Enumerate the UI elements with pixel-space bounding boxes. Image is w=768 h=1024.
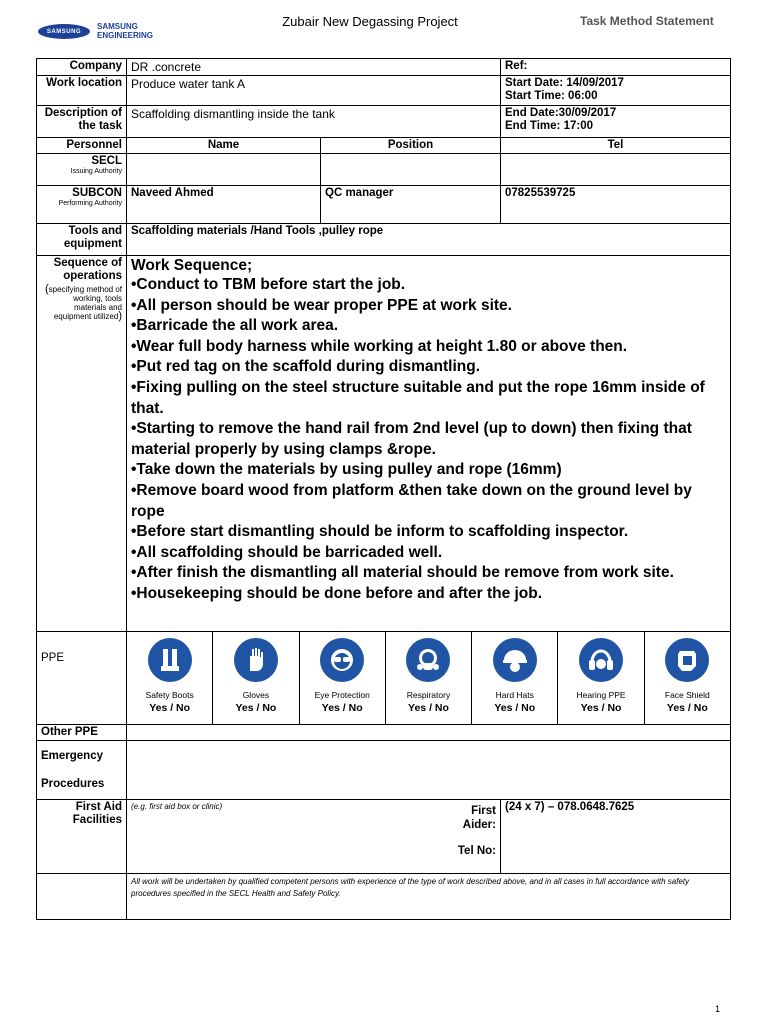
- sequence-content[interactable]: [127, 256, 731, 632]
- ear-defender-icon: [579, 638, 623, 682]
- face-shield-icon: [665, 638, 709, 682]
- ppe-label-text: Face Shield: [664, 690, 710, 700]
- disclaimer-blank: [37, 874, 127, 920]
- ppe-yes-no[interactable]: Yes / No: [408, 702, 449, 714]
- sequence-step: •Wear full body harness while working at height 1.80 or above then.: [131, 337, 628, 355]
- company-value[interactable]: DR .concrete: [127, 59, 501, 76]
- logo-line2: ENGINEERING: [97, 31, 154, 40]
- ppe-yes-no[interactable]: Yes / No: [580, 702, 622, 714]
- ppe-row: [37, 632, 731, 725]
- secl-position[interactable]: [321, 154, 501, 186]
- work-location-row: [37, 76, 731, 106]
- first-aid-example: (e.g. first aid box or clinic): [131, 802, 223, 811]
- first-aider-label: First Aider:: [462, 805, 496, 831]
- sequence-label: Sequence of operations: [53, 257, 122, 282]
- disclaimer-row: [37, 874, 731, 920]
- page-number: 1: [714, 1004, 720, 1014]
- document-type: Task Method Statement: [580, 14, 714, 28]
- sequence-step: •Before start dismantling should be inform to scaffolding inspector.: [131, 523, 629, 541]
- subcon-name[interactable]: Naveed Ahmed: [127, 186, 321, 224]
- ppe-item-eye-protection[interactable]: [299, 632, 385, 724]
- work-location-value[interactable]: Produce water tank A: [127, 76, 501, 106]
- first-aider-value[interactable]: (24 x 7) – 078.0648.7625: [501, 800, 731, 874]
- first-aid-row: [37, 800, 731, 874]
- secl-name[interactable]: [127, 154, 321, 186]
- tools-label: Tools and equipment: [37, 224, 127, 256]
- other-ppe-label: Other PPE: [37, 725, 127, 741]
- ppe-label-text: Gloves: [242, 690, 270, 700]
- logo-line1: SAMSUNG: [97, 22, 138, 31]
- hard-hat-icon: [493, 638, 537, 682]
- sequence-note-close: ): [118, 310, 122, 322]
- start-date: Start Date: 14/09/2017: [505, 77, 624, 89]
- tel-column-header: Tel: [501, 138, 731, 154]
- ppe-item-respiratory[interactable]: [385, 632, 471, 724]
- tools-value[interactable]: Scaffolding materials /Hand Tools ,pulley rope: [127, 224, 731, 256]
- secl-label: SECL: [91, 155, 122, 167]
- subcon-cell: [37, 186, 127, 224]
- sequence-note-wrap: [41, 285, 122, 321]
- sequence-step: •Put red tag on the scaffold during dismantling.: [131, 358, 481, 376]
- sequence-step: •After finish the dismantling all material should be remove from work site.: [131, 564, 674, 582]
- sequence-step: •Housekeeping should be done before and after the job.: [131, 584, 543, 602]
- company-logo: [38, 22, 154, 40]
- other-ppe-value[interactable]: [127, 725, 731, 741]
- logo-oval: [38, 24, 90, 39]
- subcon-sub-label: Performing Authority: [58, 200, 122, 207]
- method-statement-form: [36, 58, 731, 920]
- ppe-yes-no[interactable]: Yes / No: [149, 702, 191, 714]
- ppe-item-gloves[interactable]: [212, 632, 298, 724]
- respirator-icon: [406, 638, 450, 682]
- company-label: Company: [37, 59, 127, 76]
- sequence-heading: Work Sequence;: [131, 257, 253, 274]
- ppe-label-cell: [37, 632, 127, 725]
- tools-row: [37, 224, 731, 256]
- subcon-row: [37, 186, 731, 224]
- boot-icon: [148, 638, 192, 682]
- sequence-note-open: (: [44, 283, 49, 295]
- first-aid-label: First Aid Facilities: [37, 800, 127, 874]
- sequence-step: •Take down the materials by using pulley and rope (16mm): [131, 461, 562, 479]
- emergency-row: [37, 741, 731, 800]
- sequence-step: •Remove board wood from platform &then take down on the ground level by rope: [131, 481, 692, 520]
- description-label: Description of the task: [37, 106, 127, 138]
- subcon-tel[interactable]: 07825539725: [501, 186, 731, 224]
- work-location-label: Work location: [37, 76, 127, 106]
- other-ppe-row: [37, 725, 731, 741]
- logo-brand: SAMSUNG: [46, 28, 82, 35]
- secl-cell: [37, 154, 127, 186]
- end-info[interactable]: [501, 106, 731, 138]
- end-date: End Date:30/09/2017: [505, 107, 617, 119]
- description-row: [37, 106, 731, 138]
- logo-text: [97, 22, 153, 40]
- first-aid-cell[interactable]: [127, 800, 501, 874]
- start-time: Start Time: 06:00: [505, 90, 598, 102]
- position-column-header: Position: [321, 138, 501, 154]
- ppe-label-text: Safety Boots: [145, 690, 194, 700]
- ppe-yes-no[interactable]: Yes / No: [235, 702, 277, 714]
- emergency-value[interactable]: [127, 741, 731, 800]
- subcon-position[interactable]: QC manager: [321, 186, 501, 224]
- ppe-yes-no[interactable]: Yes / No: [321, 702, 363, 714]
- ppe-item-safety-boots[interactable]: [127, 632, 212, 724]
- secl-sub-label: Issuing Authority: [70, 168, 122, 175]
- sequence-step: •All person should be wear proper PPE at work site.: [131, 296, 512, 314]
- sequence-step: •Fixing pulling on the steel structure suitable and put the rope 16mm inside of that.: [131, 378, 705, 417]
- subcon-label: SUBCON: [72, 187, 122, 199]
- sequence-note: specifying method of working, tools materials and equipment utilized: [48, 285, 122, 321]
- emergency-label: Emergency: [41, 750, 104, 762]
- ppe-label: PPE: [41, 652, 65, 664]
- personnel-label: Personnel: [37, 138, 127, 154]
- end-time: End Time: 17:00: [505, 120, 593, 132]
- start-info[interactable]: [501, 76, 731, 106]
- ppe-yes-no[interactable]: Yes / No: [494, 702, 536, 714]
- ref-label[interactable]: Ref:: [501, 59, 731, 76]
- company-row: [37, 59, 731, 76]
- sequence-steps: [131, 275, 726, 605]
- glove-icon: [234, 638, 278, 682]
- procedures-label: Procedures: [41, 778, 105, 790]
- secl-row: [37, 154, 731, 186]
- ppe-grid-cell: [127, 632, 731, 725]
- ppe-item-face-shield[interactable]: [644, 632, 730, 724]
- personnel-header-row: [37, 138, 731, 154]
- ppe-grid: [127, 632, 730, 724]
- sequence-step: •Conduct to TBM before start the job.: [131, 276, 406, 293]
- ppe-item-hard-hats[interactable]: [471, 632, 557, 724]
- goggles-icon: [320, 638, 364, 682]
- ppe-label-text: Eye Protection: [314, 690, 370, 700]
- sequence-step: •Starting to remove the hand rail from 2nd level (up to down) then fixing that material properly by using clamps &rope.: [131, 420, 692, 458]
- emergency-label-cell: [37, 741, 127, 800]
- ppe-label-text: Respiratory: [406, 690, 451, 700]
- tel-no-label: Tel No:: [457, 845, 496, 857]
- disclaimer: All work will be undertaken by qualified competent persons with experience of the type of work described above, and in all cases in full accordance with safety procedures specified in the SECL Health and Safety Policy.: [127, 874, 731, 920]
- ppe-yes-no[interactable]: Yes / No: [666, 702, 708, 714]
- secl-tel[interactable]: [501, 154, 731, 186]
- project-title: Zubair New Degassing Project: [282, 14, 458, 29]
- sequence-step: •All scaffolding should be barricaded well.: [131, 543, 443, 561]
- ppe-label-text: Hearing PPE: [576, 690, 626, 700]
- ppe-label-text: Hard Hats: [495, 690, 534, 700]
- sequence-step: •Barricade the all work area.: [131, 317, 339, 335]
- sequence-row: [37, 256, 731, 632]
- description-value[interactable]: Scaffolding dismantling inside the tank: [127, 106, 501, 138]
- sequence-label-cell: [37, 256, 127, 632]
- ppe-item-hearing[interactable]: [557, 632, 643, 724]
- name-column-header: Name: [127, 138, 321, 154]
